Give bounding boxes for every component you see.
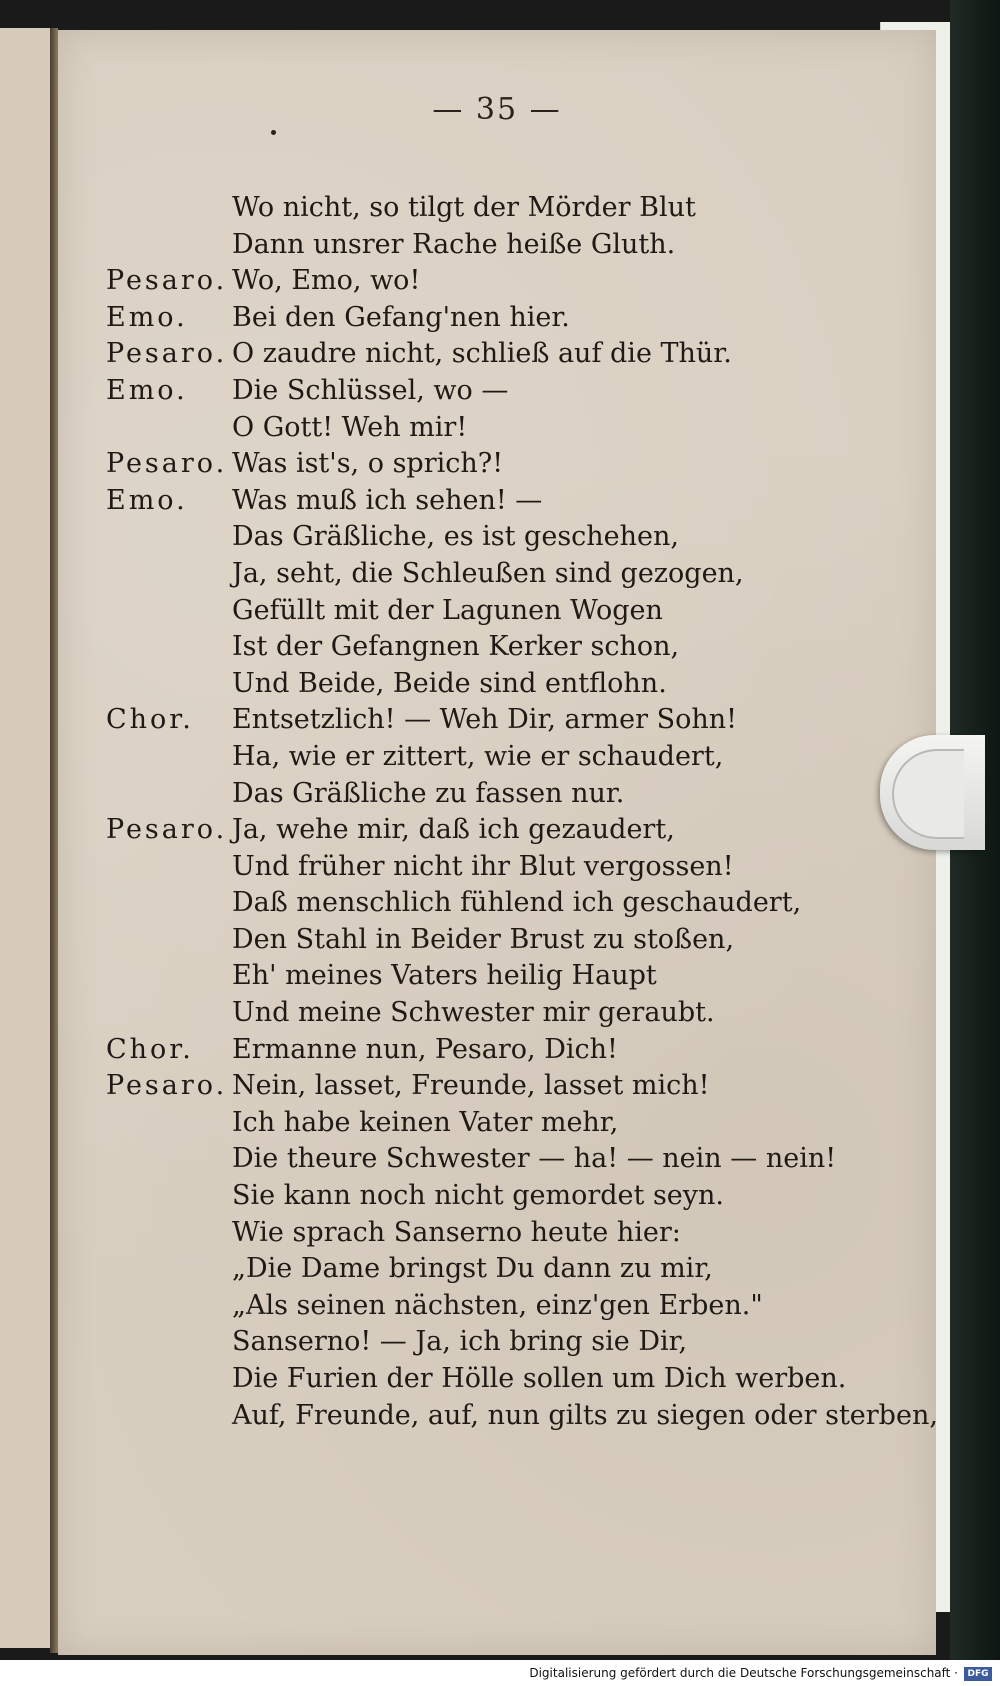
- line-text: O zaudre nicht, schließ auf die Thür.: [232, 338, 732, 370]
- text-line: [106, 666, 896, 703]
- speaker-name: Emo.: [106, 301, 188, 333]
- speaker-name: Emo.: [106, 374, 188, 406]
- line-text: Das Gräßliche zu fassen nur.: [232, 777, 625, 809]
- line-text: Den Stahl in Beider Brust zu stoßen,: [232, 923, 735, 955]
- text-line: [106, 483, 896, 520]
- text-line: [106, 922, 896, 959]
- dfg-logo: DFG: [964, 1667, 992, 1681]
- text-line: [106, 227, 896, 264]
- page-clip: [880, 735, 985, 850]
- line-text: Und früher nicht ihr Blut vergossen!: [232, 850, 734, 882]
- speaker-name: Pesaro.: [106, 448, 228, 480]
- line-text: Was muß ich sehen! —: [232, 484, 543, 516]
- line-text: Sie kann noch nicht gemordet seyn.: [232, 1180, 724, 1212]
- speaker-name: Pesaro.: [106, 265, 228, 297]
- line-text: Die Schlüssel, wo —: [232, 374, 509, 406]
- footer-credit: Digitalisierung gefördert durch die Deutsche Forschungsgemeinschaft ·: [529, 1666, 958, 1680]
- text-line: [106, 849, 896, 886]
- text-line: [106, 1288, 896, 1325]
- text-line: [106, 263, 896, 300]
- text-line: [106, 336, 896, 373]
- line-text: Bei den Gefang'nen hier.: [232, 301, 570, 333]
- text-line: [106, 885, 896, 922]
- line-text: Sanserno! — Ja, ich bring sie Dir,: [232, 1326, 688, 1358]
- text-line: [106, 812, 896, 849]
- line-text: „Als seinen nächsten, einz'gen Erben.": [232, 1289, 763, 1321]
- line-text: Ja, wehe mir, daß ich gezaudert,: [232, 814, 675, 846]
- line-text: Auf, Freunde, auf, nun gilts zu siegen oder sterben,: [232, 1399, 938, 1431]
- text-line: [106, 958, 896, 995]
- text-line: [106, 1251, 896, 1288]
- text-line: [106, 410, 896, 447]
- speaker-name: Pesaro.: [106, 1070, 228, 1102]
- speaker-name: Chor.: [106, 704, 194, 736]
- line-text: Die theure Schwester — ha! — nein — nein!: [232, 1143, 837, 1175]
- text-line: [106, 373, 896, 410]
- line-text: Ja, seht, die Schleußen sind gezogen,: [232, 557, 744, 589]
- text-line: [106, 1361, 896, 1398]
- text-line: [106, 1141, 896, 1178]
- text-line: [106, 1068, 896, 1105]
- line-text: O Gott! Weh mir!: [232, 411, 468, 443]
- line-text: Die Furien der Hölle sollen um Dich werben.: [232, 1363, 847, 1394]
- line-text: Ha, wie er zittert, wie er schaudert,: [232, 740, 724, 772]
- line-text: Und Beide, Beide sind entflohn.: [232, 667, 667, 699]
- speaker-name: Chor.: [106, 1033, 194, 1065]
- text-line: [106, 1032, 896, 1069]
- text-line: [106, 1215, 896, 1252]
- line-text: Wie sprach Sanserno heute hier:: [232, 1216, 681, 1248]
- text-line: [106, 593, 896, 630]
- page-number: — 35 —: [432, 92, 562, 127]
- line-text: Daß menschlich fühlend ich geschaudert,: [232, 887, 802, 919]
- line-text: Ermanne nun, Pesaro, Dich!: [232, 1033, 618, 1065]
- line-text: „Die Dame bringst Du dann zu mir,: [232, 1253, 713, 1285]
- line-text: Dann unsrer Rache heiße Gluth.: [232, 228, 676, 260]
- text-line: [106, 629, 896, 666]
- line-text: Entsetzlich! — Weh Dir, armer Sohn!: [232, 704, 737, 736]
- line-text: Wo, Emo, wo!: [232, 265, 421, 297]
- digitization-footer: [0, 1660, 1000, 1686]
- previous-page-edge: [0, 28, 53, 1648]
- text-line: [106, 446, 896, 483]
- speaker-name: Pesaro.: [106, 338, 228, 370]
- line-text: Was ist's, o sprich?!: [232, 448, 504, 480]
- speaker-name: Emo.: [106, 484, 188, 516]
- play-text: [106, 190, 938, 1434]
- text-line: [106, 1398, 938, 1435]
- line-text: Gefüllt mit der Lagunen Wogen: [232, 594, 663, 626]
- line-text: Wo nicht, so tilgt der Mörder Blut: [232, 192, 696, 223]
- book-page: [58, 30, 936, 1655]
- text-line: [106, 556, 896, 593]
- text-line: [106, 300, 896, 337]
- line-text: Ich habe keinen Vater mehr,: [232, 1106, 619, 1138]
- text-line: [106, 519, 896, 556]
- line-text: Und meine Schwester mir geraubt.: [232, 997, 715, 1029]
- text-line: [106, 995, 896, 1032]
- text-line: [106, 702, 896, 739]
- text-line: [106, 1178, 896, 1215]
- book-gutter: [50, 28, 58, 1653]
- ink-dot: [271, 130, 276, 135]
- text-line: [106, 739, 896, 776]
- speaker-name: Pesaro.: [106, 814, 228, 846]
- text-line: [106, 1324, 896, 1361]
- line-text: Ist der Gefangnen Kerker schon,: [232, 631, 680, 663]
- line-text: Nein, lasset, Freunde, lasset mich!: [232, 1070, 710, 1102]
- text-line: [106, 776, 896, 813]
- text-line: [106, 1105, 896, 1142]
- page-clip-inner: [892, 749, 964, 839]
- line-text: Das Gräßliche, es ist geschehen,: [232, 521, 680, 553]
- text-line: [106, 190, 896, 227]
- line-text: Eh' meines Vaters heilig Haupt: [232, 960, 657, 992]
